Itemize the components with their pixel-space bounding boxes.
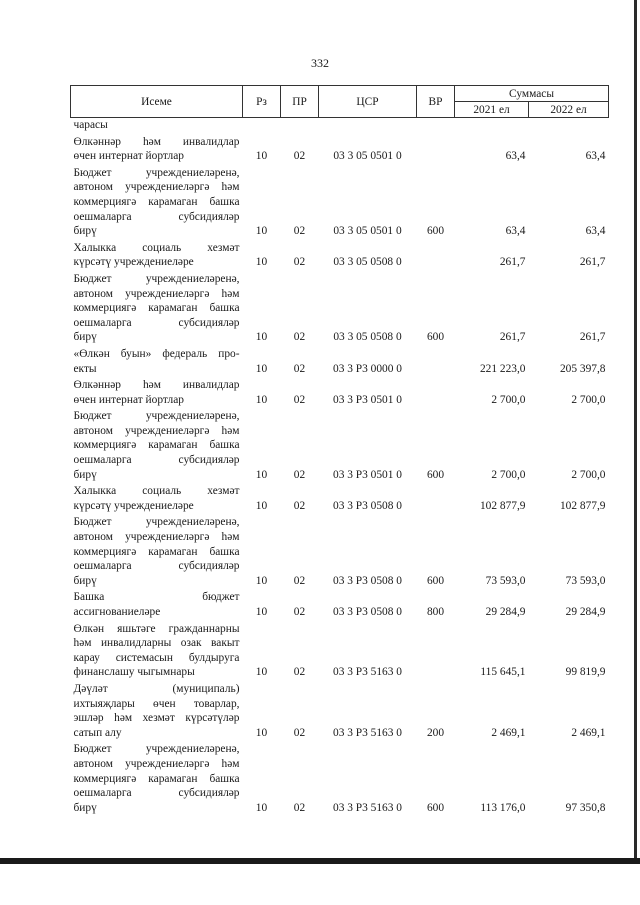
table-row xyxy=(71,164,609,181)
row-pr: 02 xyxy=(293,150,306,163)
row-name-line: сатып алу xyxy=(73,726,122,739)
table-row xyxy=(71,407,609,424)
row-name-line: оешмаларга субсидияләр xyxy=(73,210,240,223)
scan-bottom-bar xyxy=(0,858,640,864)
table-row-continued xyxy=(71,224,609,239)
row-name-line: Бюджет учреждениеләренә, xyxy=(73,516,240,529)
table-row xyxy=(71,482,609,499)
table-row xyxy=(71,345,609,362)
row-name-line: һәм инвалидларны озак вакыт xyxy=(73,637,240,650)
row-name-line: күрсәтү учреждениеләре xyxy=(73,256,194,269)
row-name-line: бирү xyxy=(73,225,97,238)
row-name-line: коммерциягә карамаган башка xyxy=(73,302,240,315)
header-csr: ЦСР xyxy=(319,86,417,118)
row-name-line: екты xyxy=(73,362,97,375)
row-name-line: өчен интернат йортлар xyxy=(73,393,184,406)
table-row-continued xyxy=(71,711,609,726)
row-vr xyxy=(417,255,455,270)
table-row-continued xyxy=(71,786,609,801)
row-name-line: Өлкән яшьтәге гражданнарны xyxy=(73,622,240,635)
table-row-continued xyxy=(71,195,609,210)
row-name-line: Халыкка социаль хезмәт xyxy=(73,241,240,254)
table-row-continued xyxy=(71,438,609,453)
row-name-line: финанслашу чыгымнары xyxy=(73,666,195,679)
row-name-line: оешмаларга субсидияләр xyxy=(73,454,240,467)
row-name-line: Өлкәннәр һәм инвалидлар xyxy=(73,135,240,148)
header-sums: Суммасы xyxy=(455,86,609,102)
header-vr: ВР xyxy=(417,86,455,118)
row-name-line: Бюджет учреждениеләренә, xyxy=(73,166,240,179)
row-rz: 10 xyxy=(255,468,268,481)
row-rz: 10 xyxy=(255,606,268,618)
row-pr: 02 xyxy=(293,468,306,481)
row-amount-2022: 102 877,9 xyxy=(559,499,606,512)
row-name-line: бирү xyxy=(73,331,97,344)
row-name-line: автоном учреждениеләргә һәм xyxy=(73,181,240,194)
header-2022: 2022 ел xyxy=(529,102,609,118)
row-amount-2021: 63,4 xyxy=(505,150,526,163)
table-row-continued xyxy=(71,651,609,666)
table-row xyxy=(71,133,609,150)
row-name-line: коммерциягә карамаган башка xyxy=(73,439,240,452)
row-amount-2022: 73 593,0 xyxy=(565,574,606,587)
row-pr: 02 xyxy=(293,606,306,618)
row-vr: 800 xyxy=(426,606,445,618)
row-pr: 02 xyxy=(293,393,306,406)
row-pr: 02 xyxy=(293,726,306,739)
row-csr: 03 3 Р3 0501 0 xyxy=(333,468,402,481)
table-row-continued xyxy=(71,559,609,574)
row-name-line: коммерциягә карамаган башка xyxy=(73,195,240,208)
row-rz: 10 xyxy=(255,801,268,814)
row-vr xyxy=(417,665,455,680)
row-csr: 03 3 Р3 0000 0 xyxy=(333,362,402,375)
row-name-line: коммерциягә карамаган башка xyxy=(73,545,240,558)
row-pr: 02 xyxy=(293,256,306,269)
table-row xyxy=(71,740,609,757)
row-vr: 600 xyxy=(426,468,445,481)
table-row-continued xyxy=(71,665,609,680)
row-name-line: бирү xyxy=(73,801,97,814)
table-row-continued xyxy=(71,726,609,741)
row-rz: 10 xyxy=(255,362,268,375)
row-rz: 10 xyxy=(255,574,268,587)
budget-table xyxy=(70,85,609,815)
header-rz: Рз xyxy=(243,86,281,118)
row-amount-2022: 2 700,0 xyxy=(571,468,606,481)
header-2021: 2021 ел xyxy=(455,102,529,118)
row-amount-2021: 2 700,0 xyxy=(491,393,526,406)
row-amount-2021: 221 223,0 xyxy=(479,362,526,375)
row-name-line: коммерциягә карамаган башка xyxy=(73,772,240,785)
table-header xyxy=(71,86,609,118)
row-csr: 03 3 05 0508 0 xyxy=(333,256,402,269)
table-row-continued xyxy=(71,393,609,408)
row-csr: 03 3 05 0508 0 xyxy=(333,331,402,344)
table-row-continued xyxy=(71,530,609,545)
row-vr xyxy=(417,393,455,408)
row-amount-2022: 97 350,8 xyxy=(565,801,606,814)
row-pr: 02 xyxy=(293,499,306,512)
table-row-continued xyxy=(71,424,609,439)
row-amount-2021: 261,7 xyxy=(499,331,526,344)
row-name-line: Халыкка социаль хезмәт xyxy=(73,485,240,498)
row-amount-2022: 29 284,9 xyxy=(565,606,606,618)
row-name-line: оешмаларга субсидияләр xyxy=(73,316,240,329)
table-row-continued xyxy=(71,255,609,270)
row-amount-2021: 29 284,9 xyxy=(485,606,526,618)
row-rz: 10 xyxy=(255,150,268,163)
row-pr: 02 xyxy=(293,362,306,375)
row-csr: 03 3 Р3 0508 0 xyxy=(333,574,402,587)
table-row xyxy=(71,620,609,637)
table-row-continued xyxy=(71,468,609,483)
row-name-line: ассигнованиеләре xyxy=(73,606,161,618)
row-pr: 02 xyxy=(293,225,306,238)
table-row-continued xyxy=(71,772,609,787)
table-row xyxy=(71,270,609,287)
row-csr: 03 3 05 0501 0 xyxy=(333,225,402,238)
row-name-line: автоном учреждениеләргә һәм xyxy=(73,531,240,544)
header-name: Исеме xyxy=(71,86,243,118)
row-name-line: бирү xyxy=(73,574,97,587)
row-amount-2022: 99 819,9 xyxy=(565,666,606,679)
table-row xyxy=(71,680,609,697)
row-name-line: Бюджет учреждениеләренә, xyxy=(73,743,240,756)
row-rz: 10 xyxy=(255,256,268,269)
row-pr: 02 xyxy=(293,666,306,679)
table-row xyxy=(71,376,609,393)
table-row-continued xyxy=(71,330,609,345)
row-amount-2022: 261,7 xyxy=(579,331,606,344)
row-name-line: автоном учреждениеләргә һәм xyxy=(73,287,240,300)
row-rz: 10 xyxy=(255,331,268,344)
table-row-continued xyxy=(71,287,609,302)
table-row-continued xyxy=(71,149,609,164)
row-name-line: эшләр һәм хезмәт күрсәтүләр xyxy=(73,712,240,725)
table-row-continued xyxy=(71,574,609,589)
row-name-line: оешмаларга субсидияләр xyxy=(73,787,240,800)
row-csr: 03 3 Р3 5163 0 xyxy=(333,726,402,739)
table-body xyxy=(71,118,609,816)
row-amount-2022: 261,7 xyxy=(579,256,606,269)
table-row xyxy=(71,513,609,530)
row-name-line: автоном учреждениеләргә һәм xyxy=(73,424,240,437)
row-name-line: Дәүләт (муниципаль) xyxy=(73,682,240,695)
row-name-line: оешмаларга субсидияләр xyxy=(73,560,240,573)
row-csr: 03 3 Р3 0501 0 xyxy=(333,393,402,406)
row-amount-2022: 2 469,1 xyxy=(571,726,606,739)
row-csr: 03 3 Р3 0508 0 xyxy=(333,606,402,618)
row-amount-2021: 2 700,0 xyxy=(491,468,526,481)
row-name-line: өчен интернат йортлар xyxy=(73,150,184,163)
row-pr: 02 xyxy=(293,331,306,344)
row-name-line: Өлкәннәр һәм инвалидлар xyxy=(73,379,240,392)
table-row-continued xyxy=(71,801,609,816)
table-row-continued xyxy=(71,180,609,195)
row-vr: 600 xyxy=(426,801,445,814)
table-row xyxy=(71,588,609,605)
table-row-continued xyxy=(71,697,609,712)
table-row-continued xyxy=(71,316,609,331)
row-amount-2021: 63,4 xyxy=(505,225,526,238)
row-vr: 200 xyxy=(426,726,445,739)
row-amount-2021: 115 645,1 xyxy=(480,666,526,679)
row-vr xyxy=(417,362,455,377)
continuation-text: чарасы xyxy=(73,119,108,131)
row-name-line: Башка бюджет xyxy=(73,591,240,604)
row-amount-2021: 2 469,1 xyxy=(491,726,526,739)
row-csr: 03 3 Р3 0508 0 xyxy=(333,499,402,512)
table-row-continued xyxy=(71,499,609,514)
row-rz: 10 xyxy=(255,726,268,739)
row-csr: 03 3 Р3 5163 0 xyxy=(333,666,402,679)
header-pr: ПР xyxy=(281,86,319,118)
table-row-continued xyxy=(71,636,609,651)
row-vr: 600 xyxy=(426,225,445,238)
row-amount-2021: 261,7 xyxy=(499,256,526,269)
row-vr xyxy=(417,499,455,514)
row-name-line: Бюджет учреждениеләренә, xyxy=(73,272,240,285)
table-row-continued xyxy=(71,362,609,377)
row-amount-2022: 2 700,0 xyxy=(571,393,606,406)
row-amount-2022: 205 397,8 xyxy=(559,362,606,375)
row-amount-2022: 63,4 xyxy=(585,225,606,238)
table-row xyxy=(71,239,609,256)
row-rz: 10 xyxy=(255,499,268,512)
row-vr xyxy=(417,149,455,164)
row-name-line: Бюджет учреждениеләренә, xyxy=(73,410,240,423)
row-name-line: автоном учреждениеләргә һәм xyxy=(73,757,240,770)
row-vr: 600 xyxy=(426,331,445,344)
row-name-line: бирү xyxy=(73,468,97,481)
row-csr: 03 3 Р3 5163 0 xyxy=(333,801,402,814)
row-amount-2021: 102 877,9 xyxy=(479,499,526,512)
row-amount-2021: 113 176,0 xyxy=(480,801,526,814)
table-row-continued xyxy=(71,453,609,468)
row-rz: 10 xyxy=(255,666,268,679)
row-rz: 10 xyxy=(255,393,268,406)
row-name-line: күрсәтү учреждениеләре xyxy=(73,499,194,512)
table-row-continued xyxy=(71,210,609,225)
table-row-continued xyxy=(71,545,609,560)
row-vr: 600 xyxy=(426,574,445,587)
row-name-line: карау системасын булдыруга xyxy=(73,651,240,664)
row-amount-2022: 63,4 xyxy=(585,150,606,163)
page-number: 332 xyxy=(311,56,329,70)
row-rz: 10 xyxy=(255,225,268,238)
row-pr: 02 xyxy=(293,574,306,587)
scan-edge xyxy=(634,0,637,864)
row-amount-2021: 73 593,0 xyxy=(485,574,526,587)
row-name-line: ихтыяҗлары өчен товарлар, xyxy=(73,697,240,710)
row-name-line: «Өлкән буын» федераль про- xyxy=(73,347,240,360)
table-row-continued xyxy=(71,757,609,772)
row-pr: 02 xyxy=(293,801,306,814)
row-csr: 03 3 05 0501 0 xyxy=(333,150,402,163)
table-row-continued xyxy=(71,301,609,316)
table-row-continued xyxy=(71,605,609,620)
